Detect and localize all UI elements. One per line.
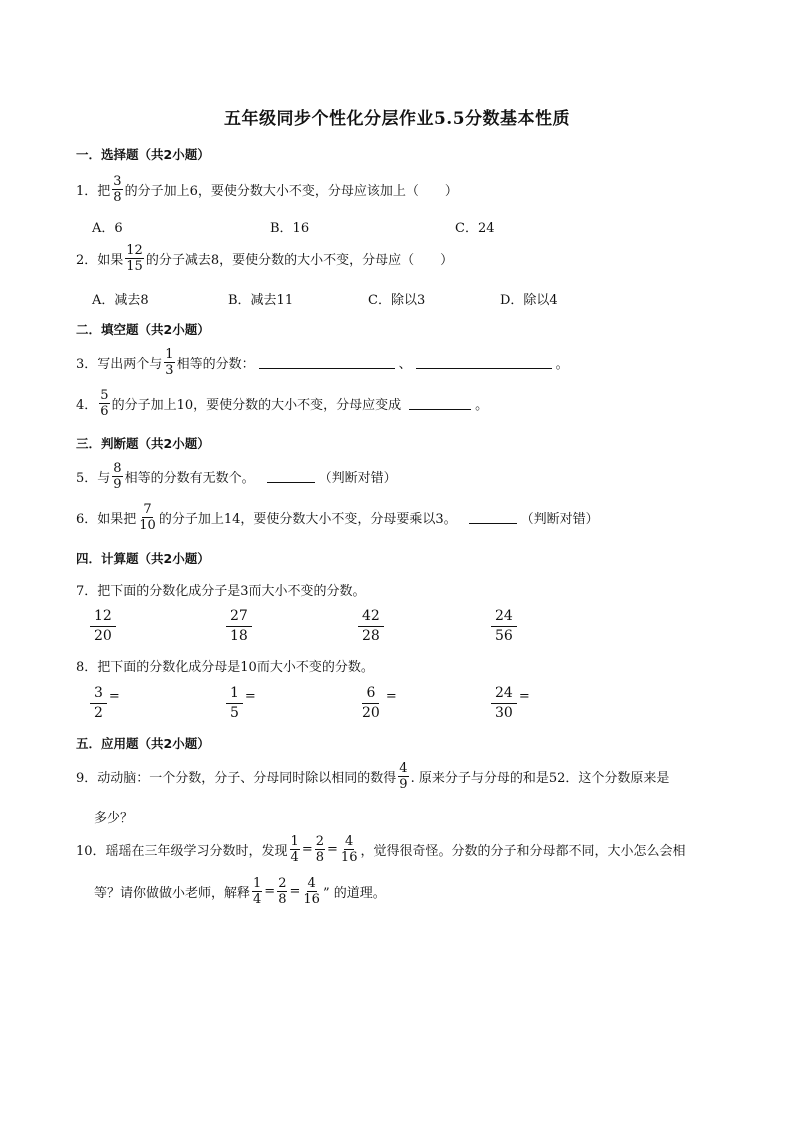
q1-fraction (112, 175, 122, 204)
q4-text: 的分子加上10，要使分数的大小不变，分母应变成 (111, 398, 402, 413)
q10-line2-fraction-1 (252, 877, 262, 906)
question-9 (76, 762, 669, 791)
q9-line2: 多少？ (94, 811, 134, 826)
q8-f1-numerator: 3 (90, 686, 107, 704)
question-5 (76, 462, 397, 491)
q6-denominator: 10 (139, 518, 156, 533)
q2-option-d[interactable]: D．除以4 (500, 293, 558, 308)
q5-text: 相等的分数有无数个。 (124, 471, 255, 486)
q2-option-a[interactable]: A．减去8 (92, 293, 149, 308)
q3-answer-blank-2[interactable] (416, 356, 552, 369)
q4-end: 。 (475, 398, 489, 413)
q3-denominator: 3 (165, 363, 174, 378)
q1-denominator: 8 (113, 190, 122, 205)
q5-end: （判断对错） (318, 471, 397, 486)
q10-f2-denominator: 8 (315, 850, 325, 865)
q7-f3-denominator: 28 (362, 627, 380, 644)
page-title: 五年级同步个性化分层作业5.5分数基本性质 (223, 109, 571, 129)
q7-f1-numerator: 12 (90, 609, 116, 627)
q1-numerator: 3 (113, 174, 122, 189)
q1-option-a[interactable]: A．6 (92, 221, 123, 236)
question-10 (76, 835, 685, 864)
section-heading-judge: 三．判断题（共2小题） (76, 436, 210, 451)
q7-fraction-4 (491, 609, 517, 643)
q8-f2-equals: = (244, 688, 256, 704)
q8-f3-equals: = (385, 688, 397, 704)
q10-line2-fraction-3 (302, 877, 321, 906)
q3-prefix: 3．写出两个与 (76, 357, 163, 372)
question-10-line2 (94, 877, 386, 906)
q7-f2-numerator: 27 (226, 609, 252, 627)
q2-denominator: 15 (126, 259, 143, 274)
q5-answer-blank[interactable] (267, 470, 315, 483)
q3-text: 相等的分数： (176, 357, 255, 372)
q7-f3-numerator: 42 (358, 609, 384, 627)
q10-fraction-3 (340, 835, 359, 864)
q1-option-c[interactable]: C．24 (455, 221, 495, 236)
q2-fraction (125, 244, 144, 273)
q7-f4-denominator: 56 (495, 627, 513, 644)
question-3 (76, 348, 569, 377)
q10-l2-f1-denominator: 4 (253, 892, 262, 907)
q10-l2-f1-numerator: 1 (253, 876, 262, 891)
q9-fraction (398, 762, 408, 791)
q10-l2-f2-denominator: 8 (278, 892, 287, 907)
q10-f3-denominator: 16 (340, 850, 358, 865)
q7-f1-denominator: 20 (94, 627, 112, 644)
q2-option-c[interactable]: C．除以3 (368, 293, 426, 308)
q5-denominator: 9 (113, 477, 122, 492)
q2-text: 的分子减去8，要使分数的大小不变，分母应（ ） (145, 253, 454, 268)
q8-f4-denominator: 30 (495, 704, 513, 721)
q6-end: （判断对错） (520, 512, 599, 527)
q10-f1-denominator: 4 (290, 850, 299, 865)
q8-f2-denominator: 5 (230, 704, 239, 721)
q10-line2-fraction-2 (277, 877, 287, 906)
q9-prefix: 9．动动脑：一个分数，分子、分母同时除以相同的数得 (76, 771, 397, 786)
q6-text: 的分子加上14，要使分数大小不变，分母要乘以3。 (158, 512, 457, 527)
question-1 (76, 175, 458, 204)
q8-fraction-4 (491, 686, 530, 720)
q8-f3-denominator: 20 (362, 704, 380, 721)
q3-answer-blank-1[interactable] (259, 356, 395, 369)
q10-f1-numerator: 1 (290, 834, 299, 849)
q3-separator: 、 (398, 357, 412, 372)
q10-equals-2: = (327, 842, 338, 857)
q2-option-b[interactable]: B．减去11 (228, 293, 294, 308)
q8-fraction-3 (358, 686, 397, 720)
q4-fraction (99, 389, 109, 418)
q4-denominator: 6 (100, 404, 109, 419)
q1-prefix: 1．把 (76, 184, 111, 199)
q8-f1-equals: = (108, 688, 120, 704)
q8-text: 8．把下面的分数化成分母是10而大小不变的分数。 (76, 660, 374, 675)
question-8 (76, 656, 374, 675)
q9-text: . 原来分子与分母的和是52．这个分数原来是 (410, 771, 670, 786)
q3-fraction (164, 348, 174, 377)
section-heading-application: 五．应用题（共2小题） (76, 736, 210, 751)
question-7 (76, 580, 366, 599)
question-6 (76, 503, 599, 532)
q6-numerator: 7 (143, 502, 152, 517)
q5-prefix: 5．与 (76, 471, 111, 486)
q7-f2-denominator: 18 (230, 627, 248, 644)
q10-l2-f3-numerator: 4 (307, 876, 316, 891)
q5-numerator: 8 (113, 461, 122, 476)
section-heading-fill: 二．填空题（共2小题） (76, 322, 210, 337)
q6-prefix: 6．如果把 (76, 512, 137, 527)
section-heading-calc: 四．计算题（共2小题） (76, 551, 210, 566)
question-4 (76, 389, 488, 418)
q5-fraction (112, 462, 122, 491)
q10-f2-numerator: 2 (315, 834, 325, 849)
q4-answer-blank[interactable] (409, 397, 471, 410)
q10-text: ，觉得很奇怪。分数的分子和分母都不同，大小怎么会相 (360, 844, 686, 859)
question-2 (76, 244, 453, 273)
q10-line2-equals-1: = (264, 884, 276, 899)
q2-numerator: 12 (126, 243, 143, 258)
question-9-line2 (94, 807, 133, 826)
q4-prefix: 4． (76, 398, 98, 413)
q10-prefix: 10．瑶瑶在三年级学习分数时，发现 (76, 844, 288, 859)
q10-line2-prefix: 等？请你做做小老师，解释 (94, 886, 251, 901)
q3-end: 。 (555, 357, 569, 372)
q10-fraction-2 (315, 835, 325, 864)
q8-fraction-2 (226, 686, 256, 720)
q8-f1-denominator: 2 (94, 704, 103, 721)
q10-f3-numerator: 4 (345, 834, 354, 849)
q8-f3-numerator: 6 (362, 686, 379, 704)
q10-equals-1: = (301, 842, 313, 857)
q10-line2-equals-2: = (289, 884, 301, 899)
q1-text: 的分子加上6，要使分数大小不变，分母应该加上（ ） (124, 184, 458, 199)
q7-fraction-2 (226, 609, 252, 643)
q10-fraction-1 (290, 835, 300, 864)
q4-numerator: 5 (100, 388, 109, 403)
q1-option-b[interactable]: B．16 (270, 221, 310, 236)
q10-l2-f3-denominator: 16 (303, 892, 320, 907)
q9-denominator: 9 (399, 777, 408, 792)
q3-numerator: 1 (165, 347, 174, 362)
q8-f4-equals: = (518, 688, 530, 704)
q8-f2-numerator: 1 (226, 686, 243, 704)
q9-numerator: 4 (399, 761, 408, 776)
q8-fraction-1 (90, 686, 120, 720)
q2-prefix: 2．如果 (76, 253, 124, 268)
q7-f4-numerator: 24 (491, 609, 517, 627)
q7-fraction-3 (358, 609, 384, 643)
q7-fraction-1 (90, 609, 116, 643)
q8-f4-numerator: 24 (491, 686, 517, 704)
q10-l2-f2-numerator: 2 (278, 876, 287, 891)
q10-line2-end: ” 的道理。 (322, 886, 386, 901)
q6-fraction (138, 503, 157, 532)
q6-answer-blank[interactable] (469, 511, 517, 524)
section-heading-choice: 一．选择题（共2小题） (76, 147, 210, 162)
q7-text: 7．把下面的分数化成分子是3而大小不变的分数。 (76, 584, 366, 599)
